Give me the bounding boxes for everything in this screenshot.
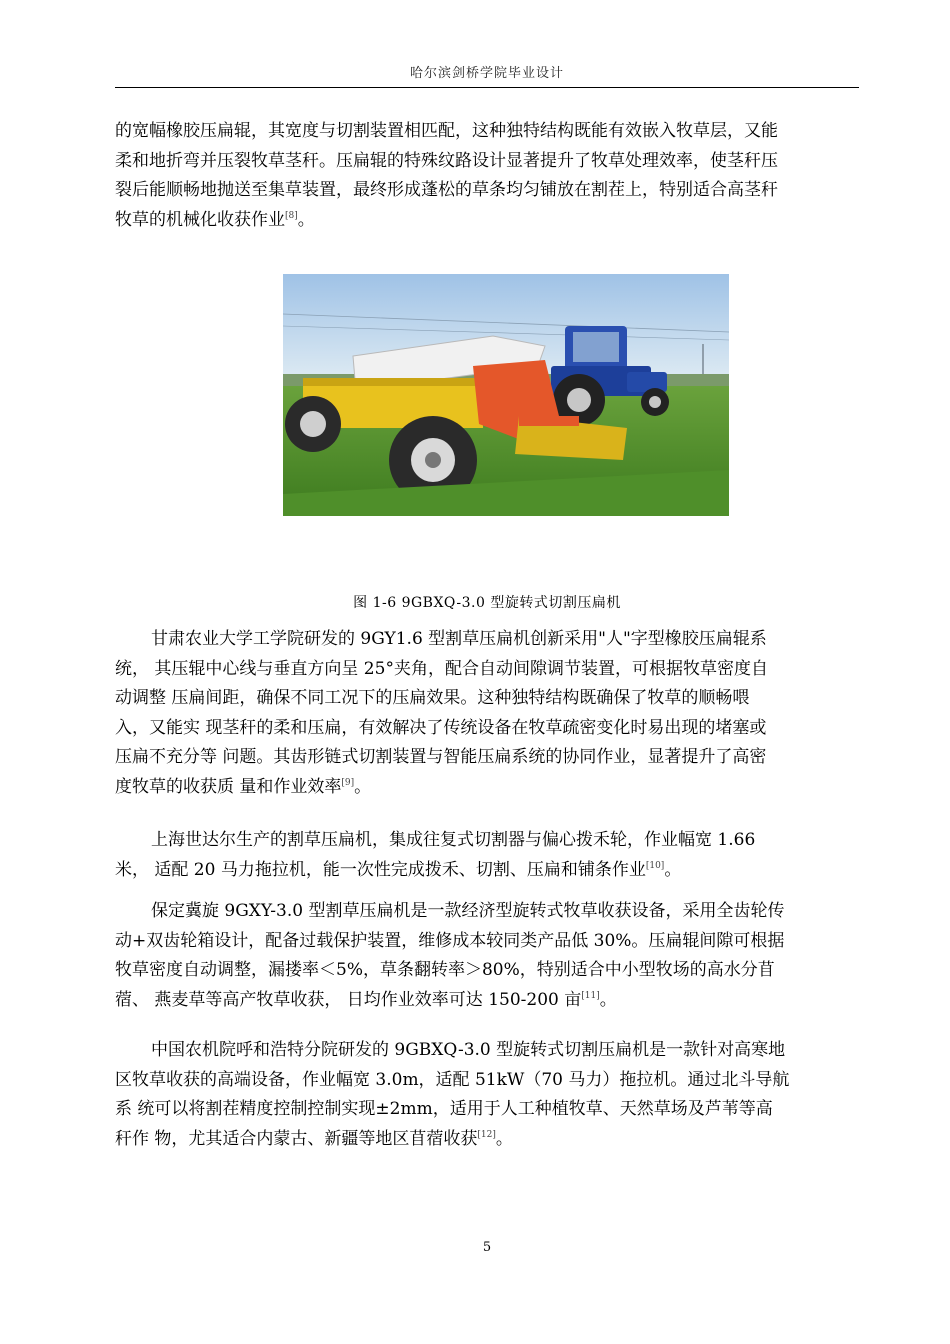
citation-ref: [9] <box>341 777 355 788</box>
paragraph-hohhot <box>115 1036 859 1154</box>
text-line: 保定冀旋 9GXY-3.0 型割草压扁机是一款经济型旋转式牧草收获设备，采用全齿轮传 <box>151 901 785 921</box>
text-line: 秆作 物，尤其适合内蒙古、新疆等地区苜蓿收获 <box>115 1128 478 1149</box>
paragraph-shanghai <box>115 826 859 885</box>
text-line: 柔和地折弯并压裂牧草茎秆。压扁辊的特殊纹路设计显著提升了牧草处理效率，使茎秆压 <box>115 150 778 171</box>
text-line: 中国农机院呼和浩特分院研发的 9GBXQ-3.0 型旋转式切割压扁机是一款针对高寒地 <box>151 1040 786 1060</box>
citation-ref: [8] <box>285 210 298 221</box>
page-header: 哈尔滨剑桥学院毕业设计 <box>409 66 564 81</box>
citation-ref: [11] <box>581 990 600 1001</box>
text-line-last <box>115 1125 859 1155</box>
citation-ref: [10] <box>645 860 665 871</box>
paragraph-baoding <box>115 897 859 1015</box>
text-line: 区牧草收获的高端设备，作业幅宽 3.0m，适配 51kW（70 马力）拖拉机。通过北斗导航 <box>115 1069 790 1090</box>
sentence-end: 。 <box>664 859 682 880</box>
paragraph-roller-intro <box>115 117 859 235</box>
sentence-end: 。 <box>599 989 617 1010</box>
figure-caption: 图 1-6 9GBXQ-3.0 型旋转式切割压扁机 <box>353 595 621 611</box>
text-line: 统， 其压辊中心线与垂直方向呈 25°夹角，配合自动间隙调节装置，可根据牧草密度自 <box>115 658 768 679</box>
text-line: 系 统可以将割茬精度控制控制实现±2mm，适用于人工种植牧草、天然草场及芦苇等高 <box>115 1099 773 1119</box>
text-line: 米， 适配 20 马力拖拉机，能一次性完成拨禾、切割、压扁和铺条作业 <box>115 859 646 880</box>
text-line: 蓿、 燕麦草等高产牧草收获， 日均作业效率可达 150-200 亩 <box>115 989 582 1010</box>
text-line: 牧草的机械化收获作业 <box>115 209 285 230</box>
text-line: 压扁不充分等 问题。其齿形链式切割装置与智能压扁系统的协同作业，显著提升了高密 <box>115 747 767 767</box>
sentence-end: 。 <box>297 209 315 230</box>
text-line: 度牧草的收获质 量和作业效率 <box>115 776 342 797</box>
text-line: 甘肃农业大学工学院研发的 9GY1.6 型割草压扁机创新采用"人"字型橡胶压扁辊系 <box>151 629 767 649</box>
text-line-last <box>115 206 859 236</box>
text-line: 的宽幅橡胶压扁辊，其宽度与切割装置相匹配，这种独特结构既能有效嵌入牧草层，又能 <box>115 121 778 141</box>
text-line-last <box>115 773 859 803</box>
text-line-last <box>115 856 859 886</box>
figure-mower-conditioner-photo <box>283 274 729 516</box>
text-line: 入，又能实 现茎秆的柔和压扁，有效解决了传统设备在牧草疏密变化时易出现的堵塞或 <box>115 717 767 738</box>
paragraph-gansu <box>115 625 859 802</box>
text-line: 动调整 压扁间距，确保不同工况下的压扁效果。这种独特结构既确保了牧草的顺畅喂 <box>115 688 750 708</box>
text-line: 上海世达尔生产的割草压扁机，集成往复式切割器与偏心拨禾轮，作业幅宽 1.66 <box>151 830 756 850</box>
text-line: 动+双齿轮箱设计，配备过载保护装置，维修成本较同类产品低 30%。压扁辊间隙可根据 <box>115 930 785 951</box>
sentence-end: 。 <box>354 776 372 797</box>
sentence-end: 。 <box>495 1128 513 1149</box>
citation-ref: [12] <box>477 1129 496 1140</box>
text-line: 裂后能顺畅地抛送至集草装置，最终形成蓬松的草条均匀铺放在割茬上，特别适合高茎秆 <box>115 180 778 200</box>
header-rule <box>115 87 859 88</box>
page-number: 5 <box>482 1240 492 1255</box>
text-line: 牧草密度自动调整，漏搂率＜5%，草条翻转率＞80%，特别适合中小型牧场的高水分苜 <box>115 960 775 980</box>
text-line-last <box>115 986 859 1016</box>
